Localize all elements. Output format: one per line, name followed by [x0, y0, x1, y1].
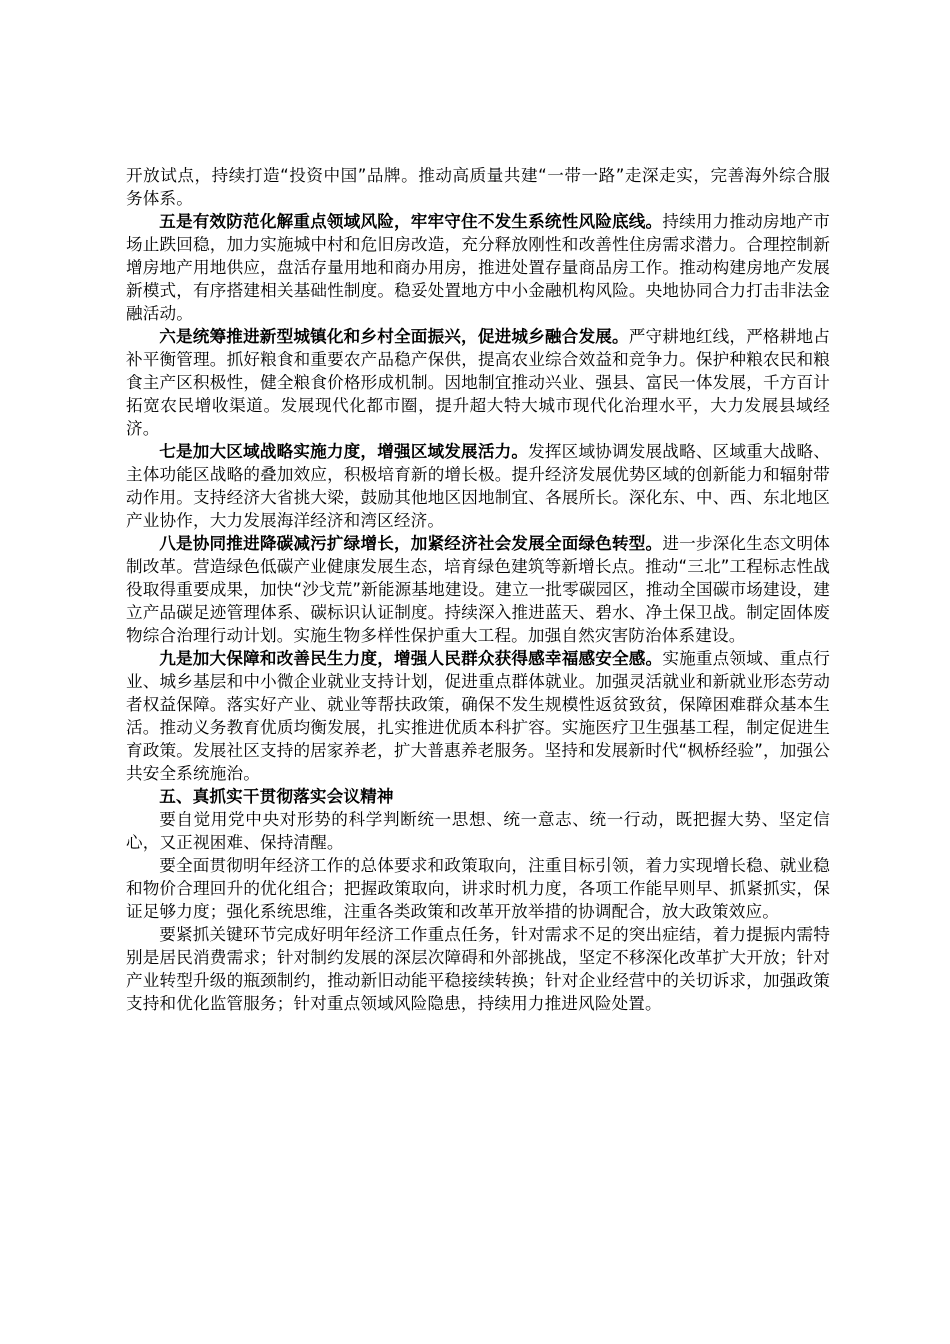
paragraph-text: 要紧抓关键环节完成好明年经济工作重点任务，针对需求不足的突出症结，着力提振内需特别是居民消费需求；针对制约发展的深层次障碍和外部挑战，坚定不移深化改革扩大开放；针对产业转型升级的瓶颈制约，推动新旧动能平稳接续转换；针对企业经营中的关切诉求，加强政策支持和优化监管服务；针对重点领域风险隐患，持续用力推进风险处置。 — [126, 925, 830, 1013]
paragraph-text: 要自觉用党中央对形势的科学判断统一思想、统一意志、统一行动，既把握大势、坚定信心，又正视困难、保持清醒。 — [126, 810, 830, 852]
paragraph-opening-continuation — [126, 164, 830, 210]
paragraph-heading: 八是协同推进降碳减污扩绿增长，加紧经济社会发展全面绿色转型。 — [159, 534, 663, 553]
paragraph-text: 开放试点，持续打造“投资中国”品牌。推动高质量共建“一带一路”走深走实，完善海外综合服务体系。 — [126, 166, 830, 208]
paragraph-heading: 七是加大区域战略实施力度，增强区域发展活力。 — [159, 442, 529, 461]
paragraph-policy-orientation — [126, 854, 830, 923]
paragraph-text: 持续用力推动房地产市场止跌回稳，加力实施城中村和危旧房改造，充分释放刚性和改善性住房需求潜力。合理控制新增房地产用地供应，盘活存量用地和商办用房，推进处置存量商品房工作。推动构建房地产发展新模式，有序搭建相关基础性制度。稳妥处置地方中小金融机构风险。央地协同合力打击非法金融活动。 — [126, 212, 831, 323]
paragraph-heading: 九是加大保障和改善民生力度，增强人民群众获得感幸福感安全感。 — [159, 649, 663, 668]
section-title: 五、真抓实干贯彻落实会议精神 — [159, 787, 394, 806]
paragraph-heading: 五是有效防范化解重点领域风险，牢牢守住不发生系统性风险底线。 — [159, 212, 663, 231]
paragraph-heading: 六是统筹推进新型城镇化和乡村全面振兴，促进城乡融合发展。 — [159, 327, 629, 346]
paragraph-point-nine-livelihood — [126, 647, 830, 785]
paragraph-text: 实施重点领域、重点行业、城乡基层和中小微企业就业支持计划，促进重点群体就业。加强灵活就业和新就业形态劳动者权益保障。落实好产业、就业等帮扶政策，确保不发生规模性返贫致贫，保障困难群众基本生活。推动义务教育优质均衡发展，扎实推进优质本科扩容。实施医疗卫生强基工程，制定促进生育政策。发展社区支持的居家养老，扩大普惠养老服务。坚持和发展新时代“枫桥经验”，加强公共安全系统施治。 — [126, 649, 831, 783]
paragraph-unify-thinking — [126, 808, 830, 854]
paragraph-key-tasks — [126, 923, 830, 1015]
paragraph-text: 进一步深化生态文明体制改革。营造绿色低碳产业健康发展生态，培育绿色建筑等新增长点。推动“三北”工程标志性战役取得重要成果，加快“沙戈荒”新能源基地建设。建立一批零碳园区，推动全国碳市场建设，建立产品碳足迹管理体系、碳标识认证制度。持续深入推进蓝天、碧水、净土保卫战。制定固体废物综合治理行动计划。实施生物多样性保护重大工程。加强自然灾害防治体系建设。 — [126, 534, 831, 645]
paragraph-text: 严守耕地红线，严格耕地占补平衡管理。抓好粮食和重要农产品稳产保供，提高农业综合效益和竞争力。保护种粮农民和粮食主产区积极性，健全粮食价格形成机制。因地制宜推动兴业、强县、富民一体发展，千方百计拓宽农民增收渠道。发展现代化都市圈，提升超大特大城市现代化治理水平，大力发展县域经济。 — [126, 327, 830, 438]
paragraph-text: 要全面贯彻明年经济工作的总体要求和政策取向，注重目标引领，着力实现增长稳、就业稳和物价合理回升的优化组合；把握政策取向，讲求时机力度，各项工作能早则早、抓紧抓实，保证足够力度；强化系统思维，注重各类政策和改革开放举措的协调配合，放大政策效应。 — [126, 856, 830, 921]
paragraph-point-six-urban-rural — [126, 325, 830, 440]
paragraph-text: 发挥区域协调发展战略、区域重大战略、主体功能区战略的叠加效应，积极培育新的增长极。提升经济发展优势区域的创新能力和辐射带动作用。支持经济大省挑大梁，鼓励其他地区因地制宜、各展所长。深化东、中、西、东北地区产业协作，大力发展海洋经济和湾区经济。 — [126, 442, 830, 530]
paragraph-point-five-risk — [126, 210, 830, 325]
section-heading-five — [126, 785, 830, 808]
paragraph-point-eight-green — [126, 532, 830, 647]
paragraph-point-seven-regional — [126, 440, 830, 532]
document-body — [126, 164, 830, 1015]
